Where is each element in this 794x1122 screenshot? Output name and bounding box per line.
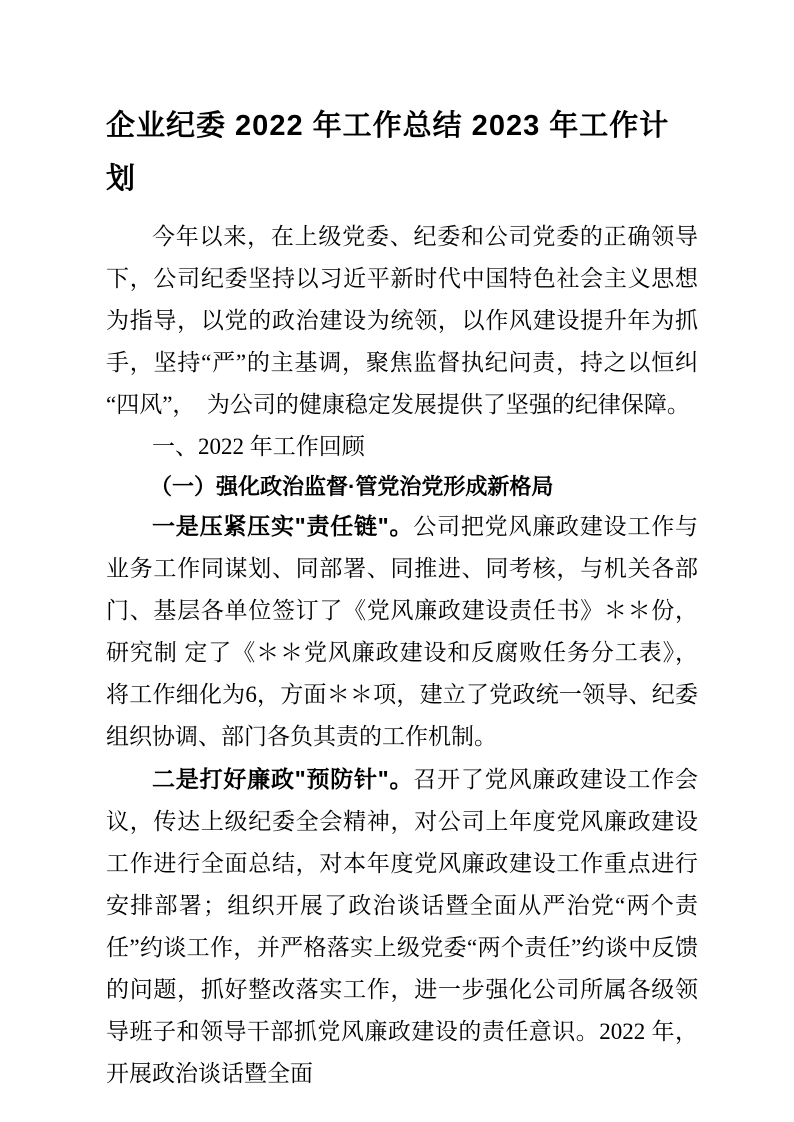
- subsection-heading-political-supervision: （一）强化政治监督·管党治党形成新格局: [150, 474, 554, 499]
- paragraph-intro: 今年以来，在上级党委、纪委和公司党委的正确领导下，公司纪委坚持以习近平新时代中国特色社会主义思想为指导，以党的政治建设为统领，以作风建设提升年为抓手，坚持“严”的主基调，聚焦监督执纪问责，持之以恒纠“四风”， 为公司的健康稳定发展提供了坚强的纪律保障。: [106, 224, 698, 417]
- section-heading-2022-work-review: 一、2022 年工作回顾: [152, 434, 365, 459]
- document-title: 企业纪委 2022 年工作总结 2023 年工作计划: [106, 110, 670, 195]
- point-two-lead: 二是打好廉政"预防针"。: [152, 766, 414, 792]
- paragraph-point-two: [106, 758, 698, 1095]
- point-one-text: 公司把党风廉政建设工作与业务工作同谋划、同部署、同推进、同考核，与机关各部门、基层各单位签订了《党风廉政建设责任书》＊＊份，研究制 定了《＊＊党风廉政建设和反腐败任务分工表》，将工作细化为6，方面＊＊项，建立了党政统一领导、纪委组织协调、部门各负其责的工作机制。: [106, 514, 699, 749]
- point-one-lead: 一是压紧压实"责任链"。: [152, 513, 414, 539]
- paragraph-point-one: [106, 505, 698, 758]
- point-two-text: 召开了党风廉政建设工作会议，传达上级纪委全会精神，对公司上年度党风廉政建设工作进行全面总结，对本年度党风廉政建设工作重点进行安排部署；组织开展了政治谈话暨全面从严治党“两个责任”约谈工作，并严格落实上级党委“两个责任”约谈中反馈的问题，抓好整改落实工作，进一步强化公司所属各级领导班子和领导干部抓党风廉政建设的责任意识。2022 年，开展政治谈话暨全面: [106, 767, 699, 1086]
